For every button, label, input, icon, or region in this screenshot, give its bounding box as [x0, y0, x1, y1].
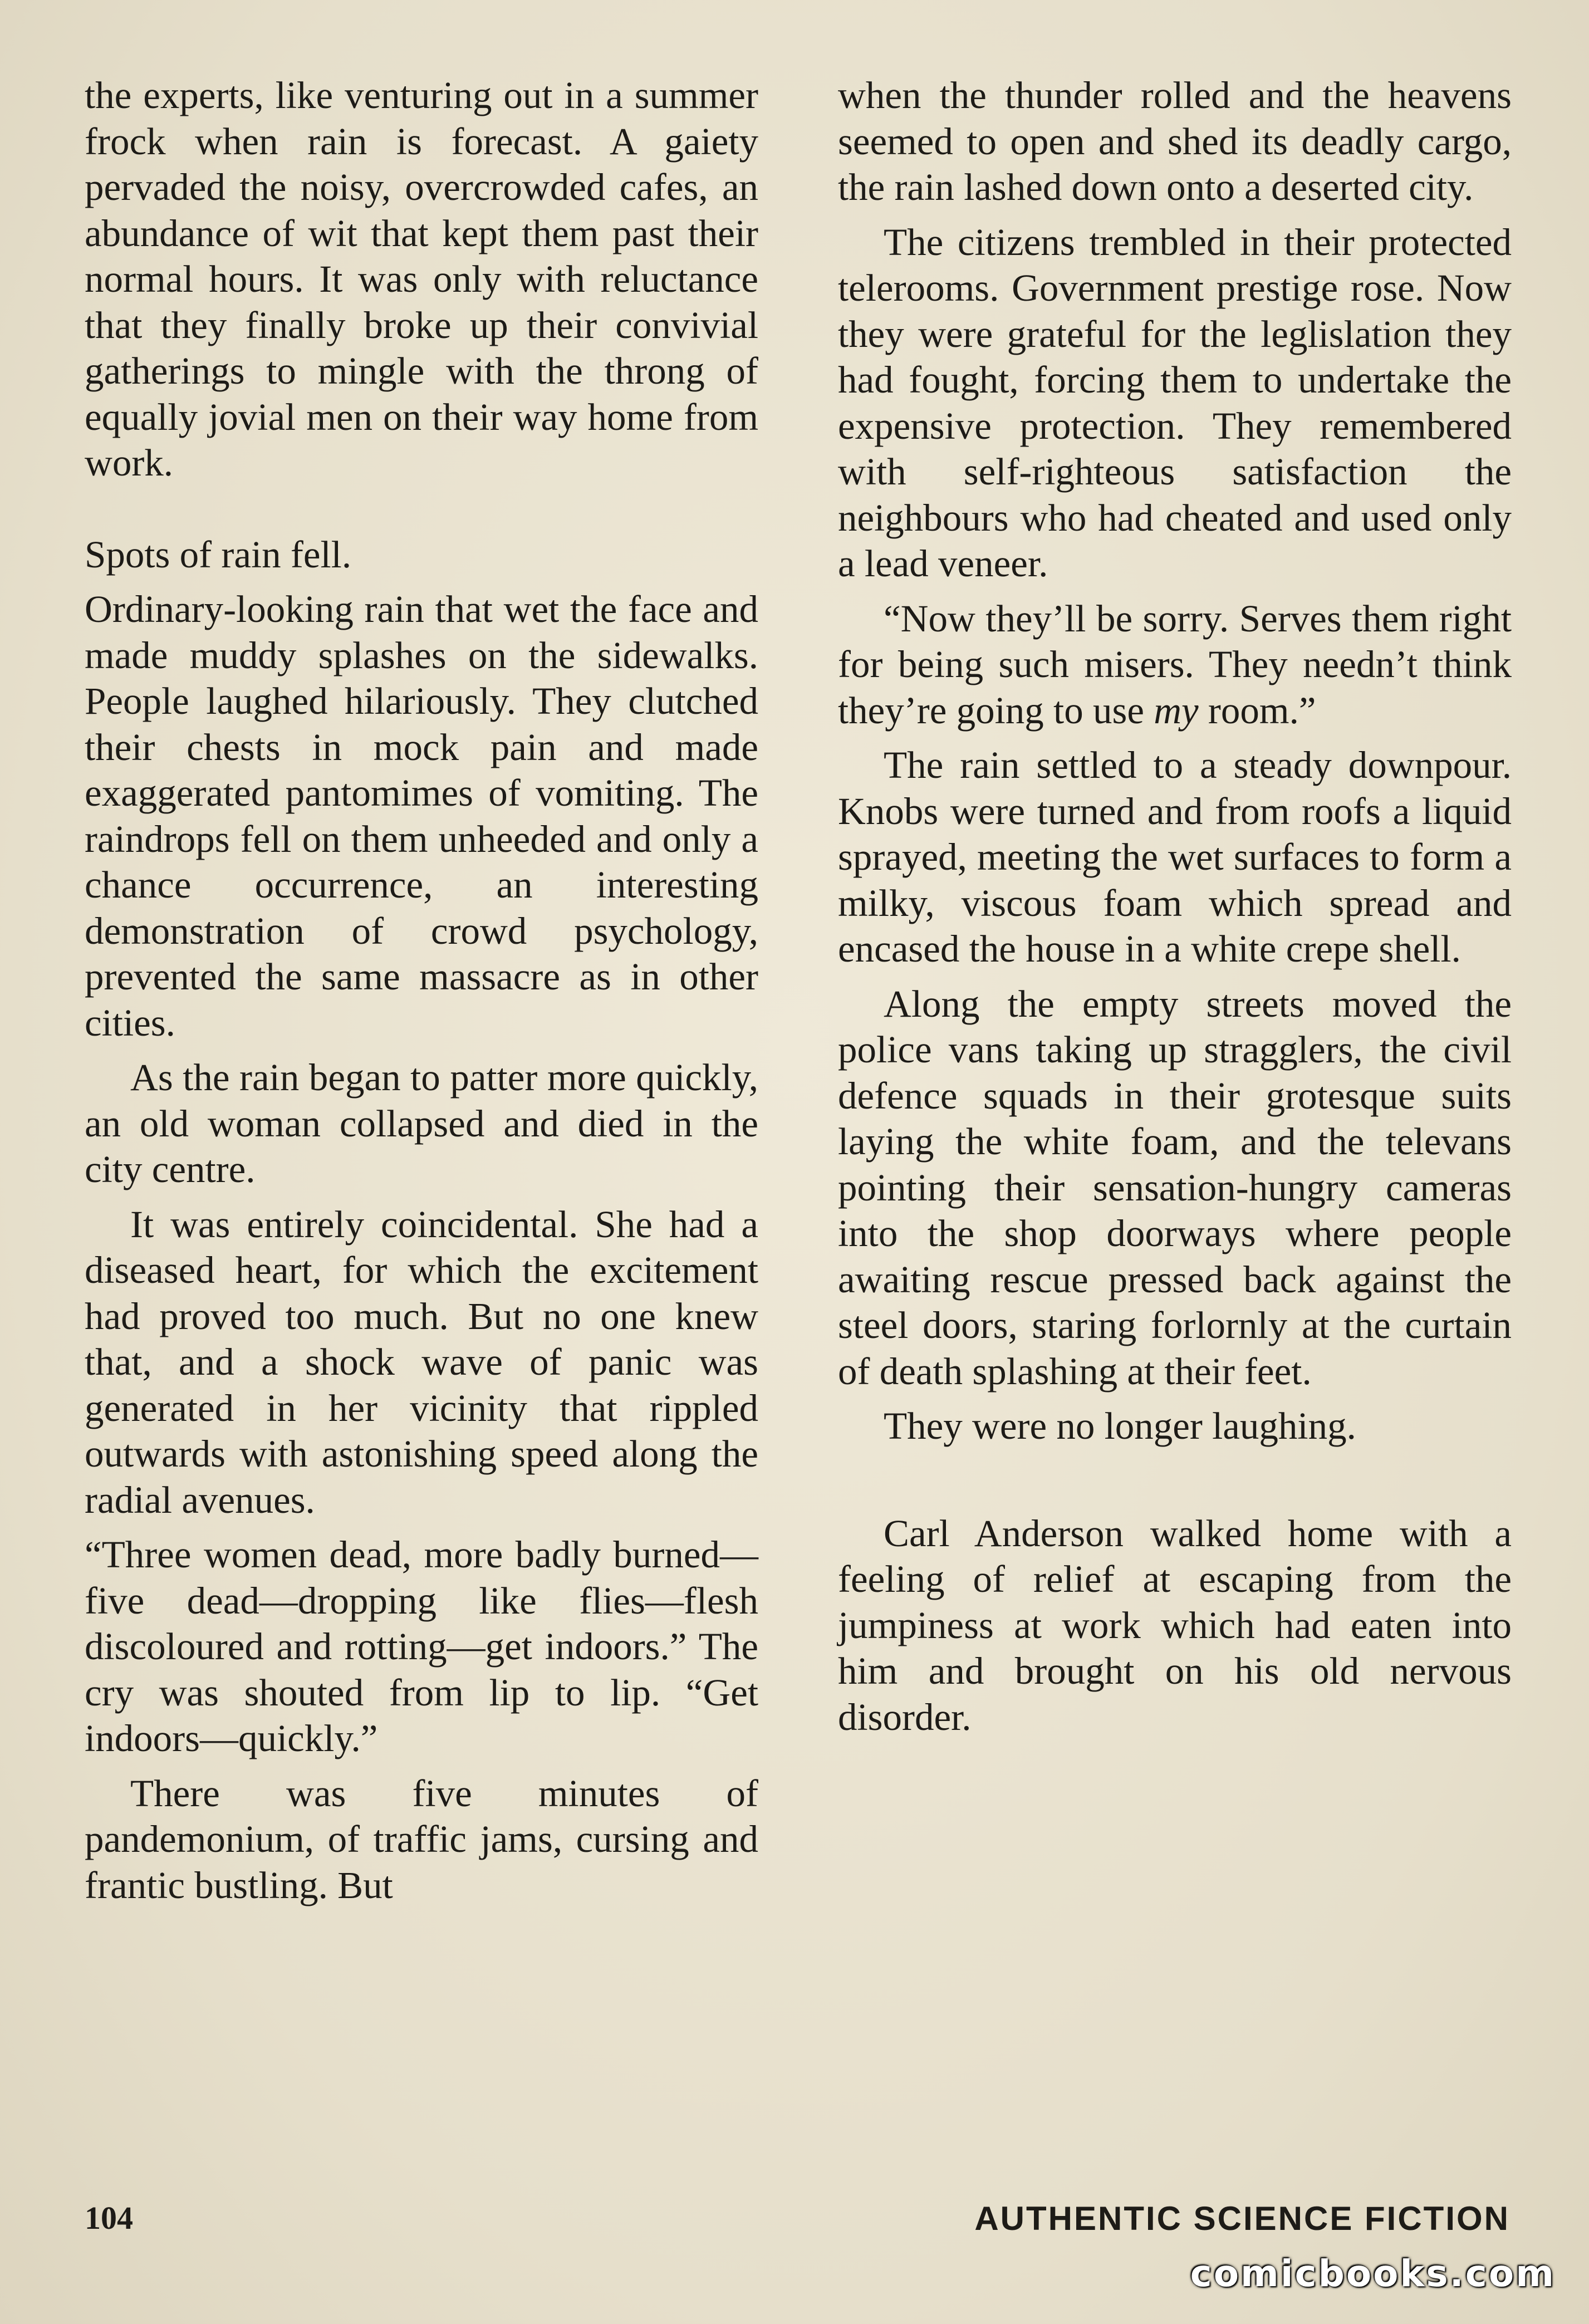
paragraph: The rain settled to a steady downpour. Knobs were turned and from roofs a liquid sprayed, meeting the wet surfaces to form a milky, viscous foam which spread and encased the house in a white crepe shell. — [838, 744, 1512, 970]
paragraph: when the thunder rolled and the heavens seemed to open and shed its deadly cargo, the rain lashed down onto a deserted city. — [838, 74, 1512, 208]
paragraph: There was five minutes of pandemonium, of traffic jams, cursing and frantic bustling. But — [85, 1772, 758, 1906]
paragraph: the experts, like venturing out in a summer frock when rain is forecast. A gaiety pervaded the noisy, overcrowded cafes, an abundance of wit that kept them past their normal hours. It was only with reluctance that they finally broke up their convivial gatherings to mingle with the throng of equally jovial men on their way home from work. — [85, 74, 758, 484]
paragraph: Spots of rain fell. — [85, 533, 352, 576]
paragraph: As the rain began to patter more quickly, an old woman collapsed and died in the city centre. — [85, 1056, 758, 1190]
paragraph: The citizens trembled in their protected telerooms. Government prestige rose. Now they were grateful for the leglislation they had fought, forcing them to undertake the expensive protection. They remembered with self-righteous satisfaction the neighbours who had cheated and used only a lead veneer. — [838, 220, 1512, 585]
running-head: AUTHENTIC SCIENCE FICTION — [974, 2200, 1510, 2237]
paragraph: It was entirely coincidental. She had a diseased heart, for which the excitement had proved too much. But no one knew that, and a shock wave of panic was generated in her vicinity that rippled outwards with astonishing speed along the radial avenues. — [85, 1203, 758, 1521]
left-text-column — [85, 72, 758, 1917]
paragraph: They were no longer laughing. — [884, 1405, 1356, 1447]
paragraph — [838, 596, 1512, 734]
paragraph-text: “Now they’ll be sorry. Serves them right for being such misers. They needn’t think they’re going to use — [838, 597, 1512, 732]
paragraph: Carl Anderson walked home with a feeling of relief at escaping from the jumpiness at work which had eaten into him and brought on his old nervous disorder. — [838, 1512, 1512, 1738]
page-number: 104 — [85, 2200, 133, 2236]
emphasized-word: my — [1154, 689, 1199, 732]
paragraph-text: room.” — [1198, 689, 1316, 732]
watermark: comicbooks.com — [1190, 2252, 1556, 2295]
page-footer — [85, 2199, 1510, 2238]
paragraph: Along the empty streets moved the police vans taking up stragglers, the civil defence squads in their grotesque suits laying the white foam, and the televans pointing their sensation-hungry cameras into the shop doorways where people awaiting rescue pressed back against the steel doors, staring forlornly at the curtain of death splashing at their feet. — [838, 982, 1512, 1393]
paragraph: “Three women dead, more badly burned—five dead—dropping like flies—flesh discoloured and rotting—get indoors.” The cry was shouted from lip to lip. “Get indoors—quickly.” — [85, 1533, 758, 1759]
right-text-column — [838, 72, 1512, 1749]
paragraph: Ordinary-looking rain that wet the face and made muddy splashes on the sidewalks. People laughed hilariously. They clutched their chests in mock pain and made exaggerated pantomimes of vomiting. The raindrops fell on them unheeded and only a chance occurrence, an interesting demonstration of crowd psychology, prevented the same massacre as in other cities. — [85, 588, 758, 1044]
